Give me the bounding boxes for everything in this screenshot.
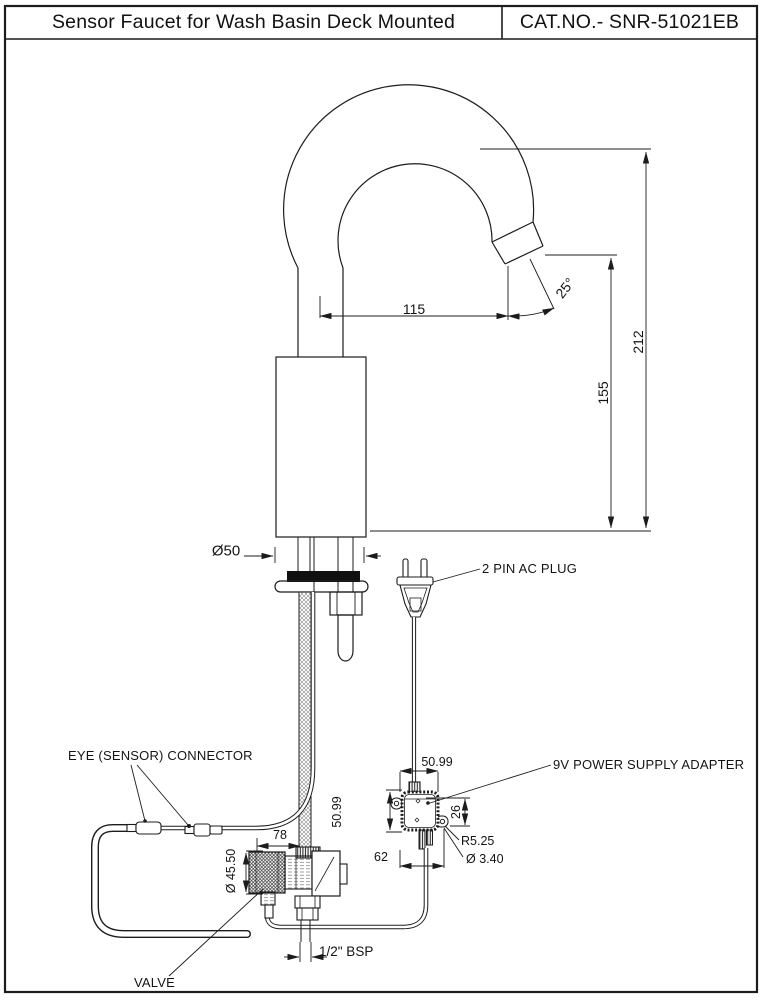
- dim-spout-reach: 115: [402, 301, 426, 317]
- dim-spout-height: 155: [595, 381, 611, 405]
- label-valve: VALVE: [134, 975, 175, 990]
- dim-valve-length: 78: [273, 828, 287, 842]
- dim-ear-hole-diameter: Ø 3.40: [466, 852, 504, 866]
- adapter-dc-stub: [419, 830, 425, 849]
- dim-overall-height: 212: [630, 330, 646, 354]
- dim-inlet-thread: 1/2" BSP: [319, 944, 374, 959]
- mounting-nut: [330, 592, 362, 615]
- valve-sensor-cap: [249, 852, 285, 893]
- sheet-frame: [5, 6, 757, 992]
- label-eye-connector: EYE (SENSOR) CONNECTOR: [68, 748, 253, 763]
- adapter-ear-left: [391, 798, 402, 809]
- label-power-adapter: 9V POWER SUPPLY ADAPTER: [553, 757, 745, 772]
- valve-cable-fitting: [261, 892, 275, 905]
- eye-sensor-connector: [127, 822, 222, 836]
- dim-spout-angle: 25°: [552, 274, 578, 302]
- dim-adapter-depth: 62: [374, 850, 388, 864]
- dim-ear-fillet-radius: R5.25: [461, 834, 495, 848]
- inlet-pipe: [301, 920, 310, 942]
- dim-hose-length: 50.99: [330, 796, 344, 828]
- dim-body-diameter: Ø50: [211, 542, 241, 560]
- mounting-stud: [338, 615, 353, 661]
- deck-flange: [275, 581, 368, 592]
- label-ac-plug: 2 PIN AC PLUG: [482, 561, 578, 576]
- catalog-number: CAT.NO.- SNR-51021EB: [519, 11, 740, 33]
- dim-valve-diameter: Ø 45.50: [224, 848, 238, 894]
- inlet-coupling: [295, 896, 320, 908]
- dim-adapter-width: 50.99: [421, 755, 453, 769]
- dim-adapter-offset: 26: [449, 805, 463, 819]
- page-title: Sensor Faucet for Wash Basin Deck Mounted: [51, 11, 456, 33]
- deck-gasket: [287, 571, 360, 582]
- leader-lines: [131, 569, 551, 976]
